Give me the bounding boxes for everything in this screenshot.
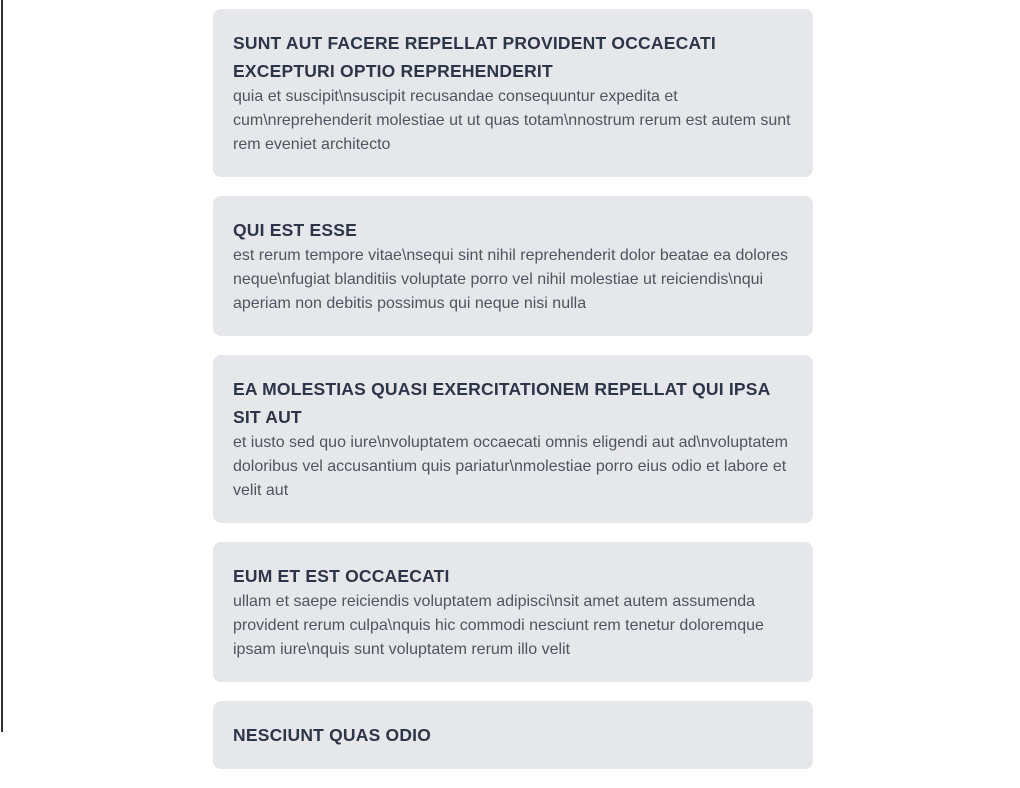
post-title: EA MOLESTIAS QUASI EXERCITATIONEM REPELLAT QUI IPSA SIT AUT — [233, 379, 770, 427]
post-card[interactable] — [213, 542, 813, 682]
post-list — [213, 9, 813, 788]
post-card[interactable] — [213, 9, 813, 177]
window-left-border — [1, 0, 3, 732]
post-body: ullam et saepe reiciendis voluptatem adipisci\nsit amet autem assumenda provident rerum culpa\nquis hic commodi nesciunt rem tenetur doloremque ipsam iure\nquis sunt voluptatem rerum illo velit — [233, 593, 764, 658]
post-title: NESCIUNT QUAS ODIO — [233, 725, 432, 745]
post-body: et iusto sed quo iure\nvoluptatem occaecati omnis eligendi aut ad\nvoluptatem doloribus vel accusantium quis pariatur\nmolestiae porro eius odio et labore et velit aut — [233, 434, 789, 499]
post-body: quia et suscipit\nsuscipit recusandae consequuntur expedita et cum\nreprehenderit molestiae ut ut quas totam\nnostrum rerum est autem sunt rem eveniet architecto — [233, 88, 791, 153]
post-title: SUNT AUT FACERE REPELLAT PROVIDENT OCCAECATI EXCEPTURI OPTIO REPREHENDERIT — [233, 33, 716, 81]
post-card[interactable] — [213, 701, 813, 769]
post-card[interactable] — [213, 355, 813, 523]
post-body: est rerum tempore vitae\nsequi sint nihil reprehenderit dolor beatae ea dolores neque\nfugiat blanditiis voluptate porro vel nihil molestiae ut reiciendis\nqui aperiam non debitis possimus qui neque nisi nulla — [233, 247, 788, 312]
post-title: QUI EST ESSE — [233, 220, 357, 240]
post-title: EUM ET EST OCCAECATI — [233, 566, 450, 586]
post-card[interactable] — [213, 196, 813, 336]
